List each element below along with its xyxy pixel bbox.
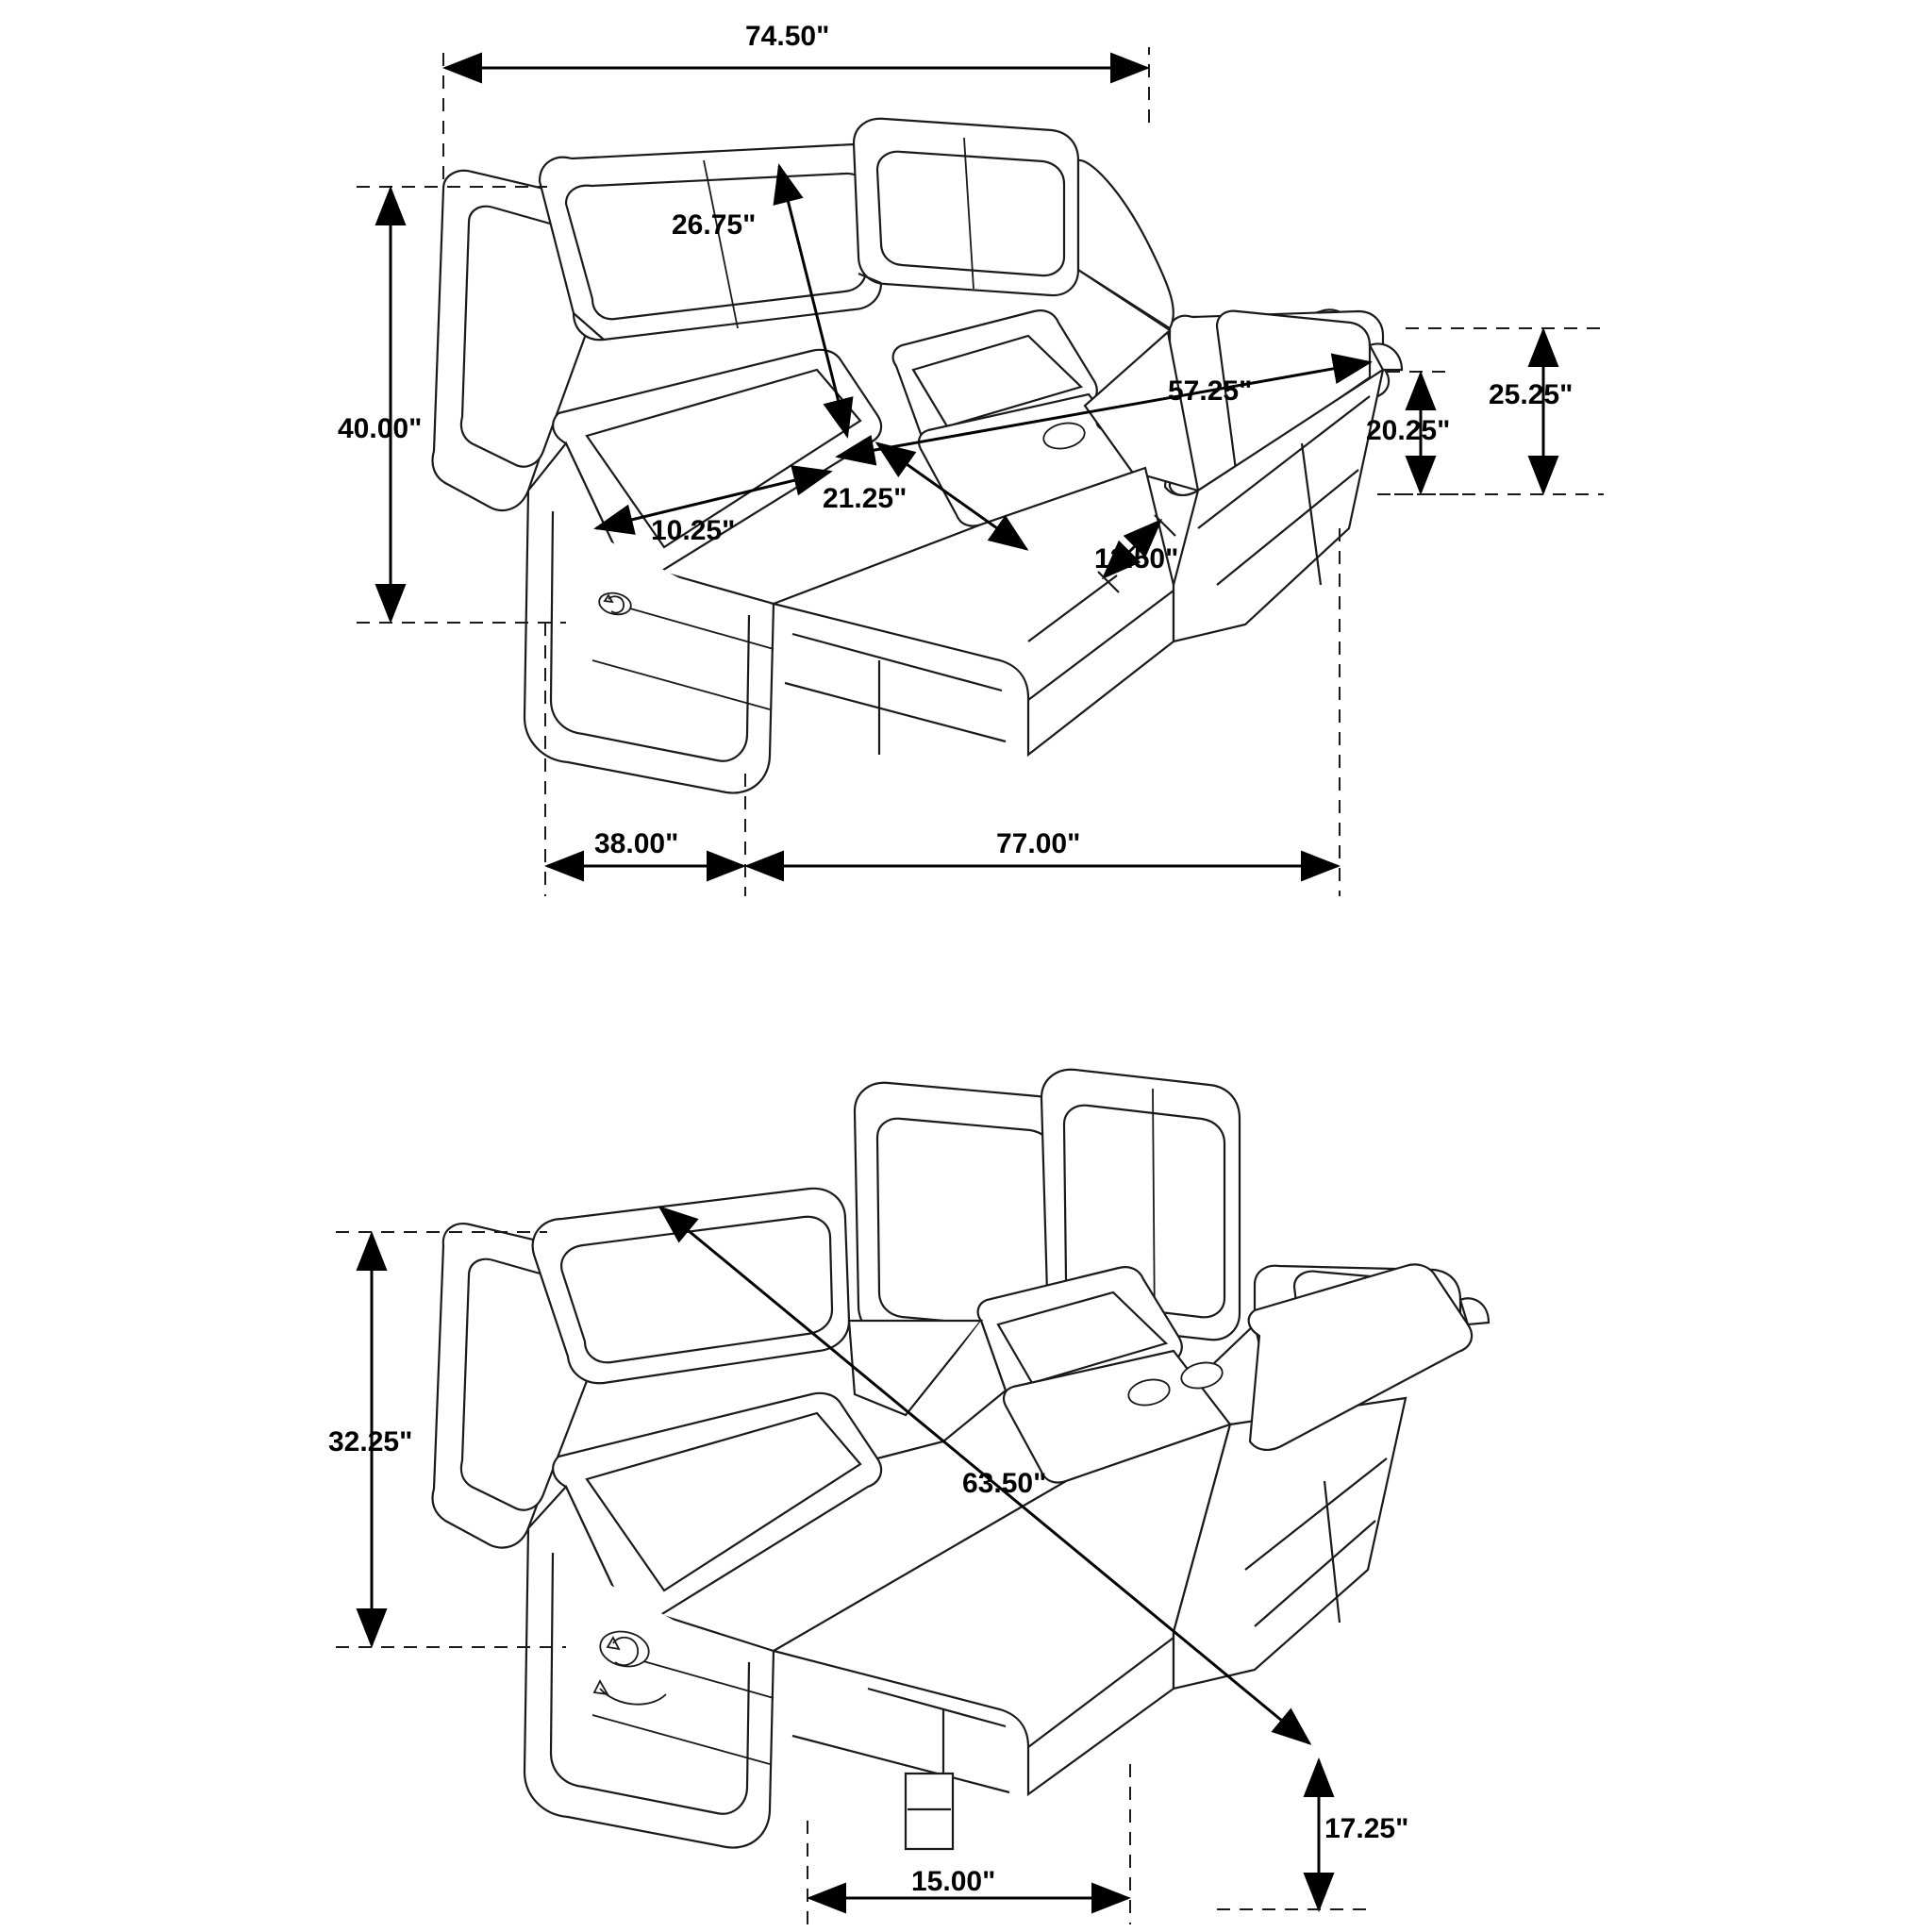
sofa-reclined-outline: [433, 1070, 1490, 1849]
dim-arm-width: 10.25": [651, 515, 736, 546]
dim-reclined-length: 63.50": [962, 1468, 1047, 1499]
dim-reclined-height: 32.25": [328, 1426, 413, 1457]
dim-arm-height: 25.25": [1489, 379, 1574, 410]
dim-overall-width-top: 74.50": [745, 21, 830, 52]
sofa-upright-outline: [433, 119, 1403, 793]
dim-console-width: 12.50": [1094, 543, 1179, 575]
dim-seat-width-pair: 57.25": [1168, 375, 1253, 407]
dim-depth-side: 38.00": [594, 828, 679, 859]
dim-overall-length-bottom: 77.00": [996, 828, 1081, 859]
dim-seat-depth: 21.25": [823, 483, 908, 514]
dim-back-height-seat: 26.75": [672, 209, 757, 241]
dim-footrest-height: 17.25": [1324, 1813, 1409, 1844]
dim-clearance: 15.00": [911, 1866, 996, 1897]
dim-overall-height: 40.00": [338, 413, 423, 444]
dim-seat-height: 20.25": [1366, 415, 1451, 446]
